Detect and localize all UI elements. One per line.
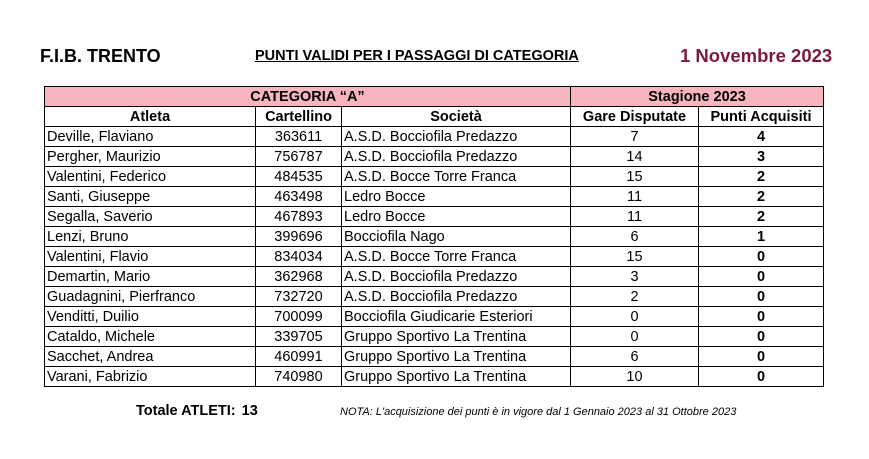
cell-gare: 6: [571, 347, 699, 367]
category-header: CATEGORIA “A”: [45, 87, 571, 107]
cell-societa: A.S.D. Bocciofila Predazzo: [342, 287, 571, 307]
cell-cartellino: 484535: [256, 167, 342, 187]
cell-societa: A.S.D. Bocce Torre Franca: [342, 167, 571, 187]
table-row: [45, 287, 824, 307]
cell-societa: Ledro Bocce: [342, 187, 571, 207]
table-row: [45, 207, 824, 227]
cell-punti: 2: [699, 187, 824, 207]
document-date: 1 Novembre 2023: [680, 45, 833, 66]
cell-societa: Ledro Bocce: [342, 207, 571, 227]
table-row: [45, 327, 824, 347]
cell-punti: 0: [699, 367, 824, 387]
column-header-gare: Gare Disputate: [571, 107, 699, 127]
cell-punti: 1: [699, 227, 824, 247]
cell-atleta: Lenzi, Bruno: [45, 227, 256, 247]
cell-punti: 3: [699, 147, 824, 167]
column-header-punti: Punti Acquisiti: [699, 107, 824, 127]
cell-gare: 15: [571, 167, 699, 187]
cell-societa: Gruppo Sportivo La Trentina: [342, 367, 571, 387]
ranking-table: [44, 86, 824, 387]
cell-gare: 7: [571, 127, 699, 147]
cell-punti: 2: [699, 167, 824, 187]
table-row: [45, 247, 824, 267]
cell-gare: 11: [571, 207, 699, 227]
cell-gare: 10: [571, 367, 699, 387]
cell-atleta: Valentini, Federico: [45, 167, 256, 187]
column-header-cartellino: Cartellino: [256, 107, 342, 127]
cell-atleta: Demartin, Mario: [45, 267, 256, 287]
cell-punti: 0: [699, 347, 824, 367]
cell-gare: 6: [571, 227, 699, 247]
cell-atleta: Sacchet, Andrea: [45, 347, 256, 367]
cell-gare: 14: [571, 147, 699, 167]
page-title: PUNTI VALIDI PER I PASSAGGI DI CATEGORIA: [255, 48, 579, 64]
cell-societa: Bocciofila Nago: [342, 227, 571, 247]
table-row: [45, 347, 824, 367]
cell-gare: 0: [571, 307, 699, 327]
cell-punti: 0: [699, 267, 824, 287]
cell-societa: Gruppo Sportivo La Trentina: [342, 327, 571, 347]
cell-societa: Bocciofila Giudicarie Esteriori: [342, 307, 571, 327]
cell-punti: 4: [699, 127, 824, 147]
cell-punti: 0: [699, 327, 824, 347]
column-header-row: [45, 107, 824, 127]
cell-cartellino: 834034: [256, 247, 342, 267]
column-header-societa: Società: [342, 107, 571, 127]
cell-cartellino: 399696: [256, 227, 342, 247]
table-row: [45, 187, 824, 207]
total-athletes-label: Totale ATLETI:: [136, 403, 236, 419]
cell-cartellino: 700099: [256, 307, 342, 327]
cell-cartellino: 740980: [256, 367, 342, 387]
table-row: [45, 227, 824, 247]
cell-punti: 2: [699, 207, 824, 227]
cell-gare: 0: [571, 327, 699, 347]
table-row: [45, 147, 824, 167]
cell-atleta: Santi, Giuseppe: [45, 187, 256, 207]
total-athletes: [136, 403, 258, 419]
cell-atleta: Valentini, Flavio: [45, 247, 256, 267]
cell-cartellino: 756787: [256, 147, 342, 167]
cell-cartellino: 363611: [256, 127, 342, 147]
cell-cartellino: 463498: [256, 187, 342, 207]
table-row: [45, 367, 824, 387]
cell-gare: 15: [571, 247, 699, 267]
table-row: [45, 267, 824, 287]
cell-gare: 3: [571, 267, 699, 287]
season-header: Stagione 2023: [571, 87, 824, 107]
cell-societa: A.S.D. Bocciofila Predazzo: [342, 127, 571, 147]
cell-atleta: Guadagnini, Pierfranco: [45, 287, 256, 307]
cell-cartellino: 460991: [256, 347, 342, 367]
table-row: [45, 167, 824, 187]
cell-punti: 0: [699, 287, 824, 307]
cell-gare: 2: [571, 287, 699, 307]
organization-name: F.I.B. TRENTO: [40, 46, 161, 66]
cell-cartellino: 467893: [256, 207, 342, 227]
note-text: NOTA: L'acquisizione dei punti è in vigore dal 1 Gennaio 2023 al 31 Ottobre 2023: [340, 406, 737, 418]
cell-atleta: Deville, Flaviano: [45, 127, 256, 147]
cell-societa: A.S.D. Bocciofila Predazzo: [342, 147, 571, 167]
cell-atleta: Venditti, Duilio: [45, 307, 256, 327]
cell-punti: 0: [699, 247, 824, 267]
table-row: [45, 127, 824, 147]
cell-gare: 11: [571, 187, 699, 207]
cell-punti: 0: [699, 307, 824, 327]
cell-atleta: Cataldo, Michele: [45, 327, 256, 347]
cell-atleta: Segalla, Saverio: [45, 207, 256, 227]
cell-societa: A.S.D. Bocciofila Predazzo: [342, 267, 571, 287]
cell-societa: A.S.D. Bocce Torre Franca: [342, 247, 571, 267]
cell-cartellino: 339705: [256, 327, 342, 347]
cell-cartellino: 732720: [256, 287, 342, 307]
total-athletes-value: 13: [241, 403, 258, 419]
column-header-atleta: Atleta: [45, 107, 256, 127]
table-band-row: [45, 87, 824, 107]
cell-cartellino: 362968: [256, 267, 342, 287]
cell-atleta: Pergher, Maurizio: [45, 147, 256, 167]
table-row: [45, 307, 824, 327]
cell-atleta: Varani, Fabrizio: [45, 367, 256, 387]
cell-societa: Gruppo Sportivo La Trentina: [342, 347, 571, 367]
